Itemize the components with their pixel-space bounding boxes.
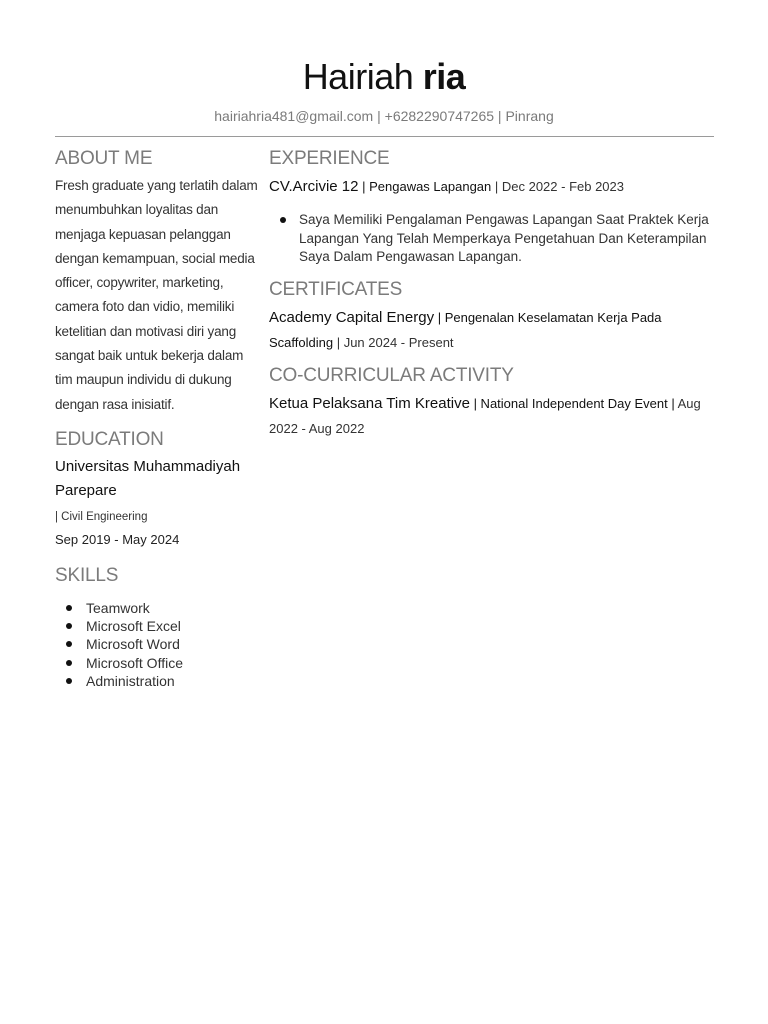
skill-item: Microsoft Word: [55, 635, 260, 653]
education-degree: | Civil Engineering: [55, 510, 148, 523]
education-title: EDUCATION: [55, 428, 164, 450]
contact-line: [0, 108, 768, 124]
certificate-dates: | Jun 2024 - Present: [336, 334, 454, 350]
cocurricular-title: CO-CURRICULAR ACTIVITY: [269, 364, 514, 386]
right-column: [269, 146, 719, 441]
location: Pinrang: [505, 108, 554, 124]
certificate-name: Academy Capital Energy: [269, 308, 435, 326]
certificates-section: [269, 277, 719, 355]
skill-item: Microsoft Excel: [55, 617, 260, 635]
cocurricular-event: | National Independent Day Event |: [469, 395, 678, 411]
skills-section: [55, 563, 260, 690]
cocurricular-entry: [269, 391, 719, 441]
education-dates: Sep 2019 - May 2024: [55, 531, 180, 547]
about-title: ABOUT ME: [55, 148, 153, 169]
experience-role: | Pengawas Lapangan: [358, 179, 495, 194]
skills-list: [55, 599, 260, 690]
cocurricular-section: [269, 363, 719, 441]
contact-separator: |: [373, 108, 385, 124]
email: hairiahria481@gmail.com: [214, 108, 374, 124]
education-school: Universitas Muhammadiyah Parepare: [55, 457, 241, 500]
experience-company: CV.Arcivie 12: [269, 178, 359, 195]
skills-title: SKILLS: [55, 564, 119, 586]
candidate-name: [0, 56, 768, 98]
about-text: Fresh graduate yang terlatih dalam menumbuhkan loyalitas dan menjaga kepuasan pelanggan dengan kemampuan, social media officer, copywriter, marketing, camera foto dan vidio, memiliki ketelitian dan motivasi diri yang sangat baik untuk bekerja dalam tim maupun individu di dukung dengan rasa inisiatif.: [55, 178, 258, 412]
about-section: [55, 146, 260, 417]
phone: +6282290747265: [384, 108, 495, 124]
experience-dates: | Dec 2022 - Feb 2023: [494, 179, 624, 194]
certificate-desc: | Pengenalan Keselamatan Kerja Pada Scaffolding: [269, 309, 662, 350]
header-divider: [55, 136, 714, 137]
education-section: [55, 427, 260, 551]
skill-item: Microsoft Office: [55, 654, 260, 672]
experience-title: EXPERIENCE: [269, 148, 390, 169]
left-column: [55, 146, 260, 690]
skill-item: Teamwork: [55, 599, 260, 617]
cocurricular-role: Ketua Pelaksana Tim Kreative: [269, 394, 470, 412]
skill-item: Administration: [55, 672, 260, 690]
certificates-title: CERTIFICATES: [269, 278, 403, 300]
experience-section: [269, 146, 719, 267]
first-name: Hairiah: [302, 56, 414, 97]
cocurricular-dates: Aug 2022 - Aug 2022: [269, 395, 701, 436]
contact-separator: |: [494, 108, 506, 124]
certificate-entry: [269, 305, 719, 355]
last-name: ria: [422, 56, 466, 97]
experience-bullet: Saya Memiliki Pengalaman Pengawas Lapangan Saat Praktek Kerja Lapangan Yang Telah Memperkaya Pengetahuan Dan Keterampilan Saya Dalam Pengawasan Lapangan.: [269, 211, 713, 267]
experience-bullets: [269, 211, 719, 267]
experience-entry-head: [269, 175, 719, 199]
